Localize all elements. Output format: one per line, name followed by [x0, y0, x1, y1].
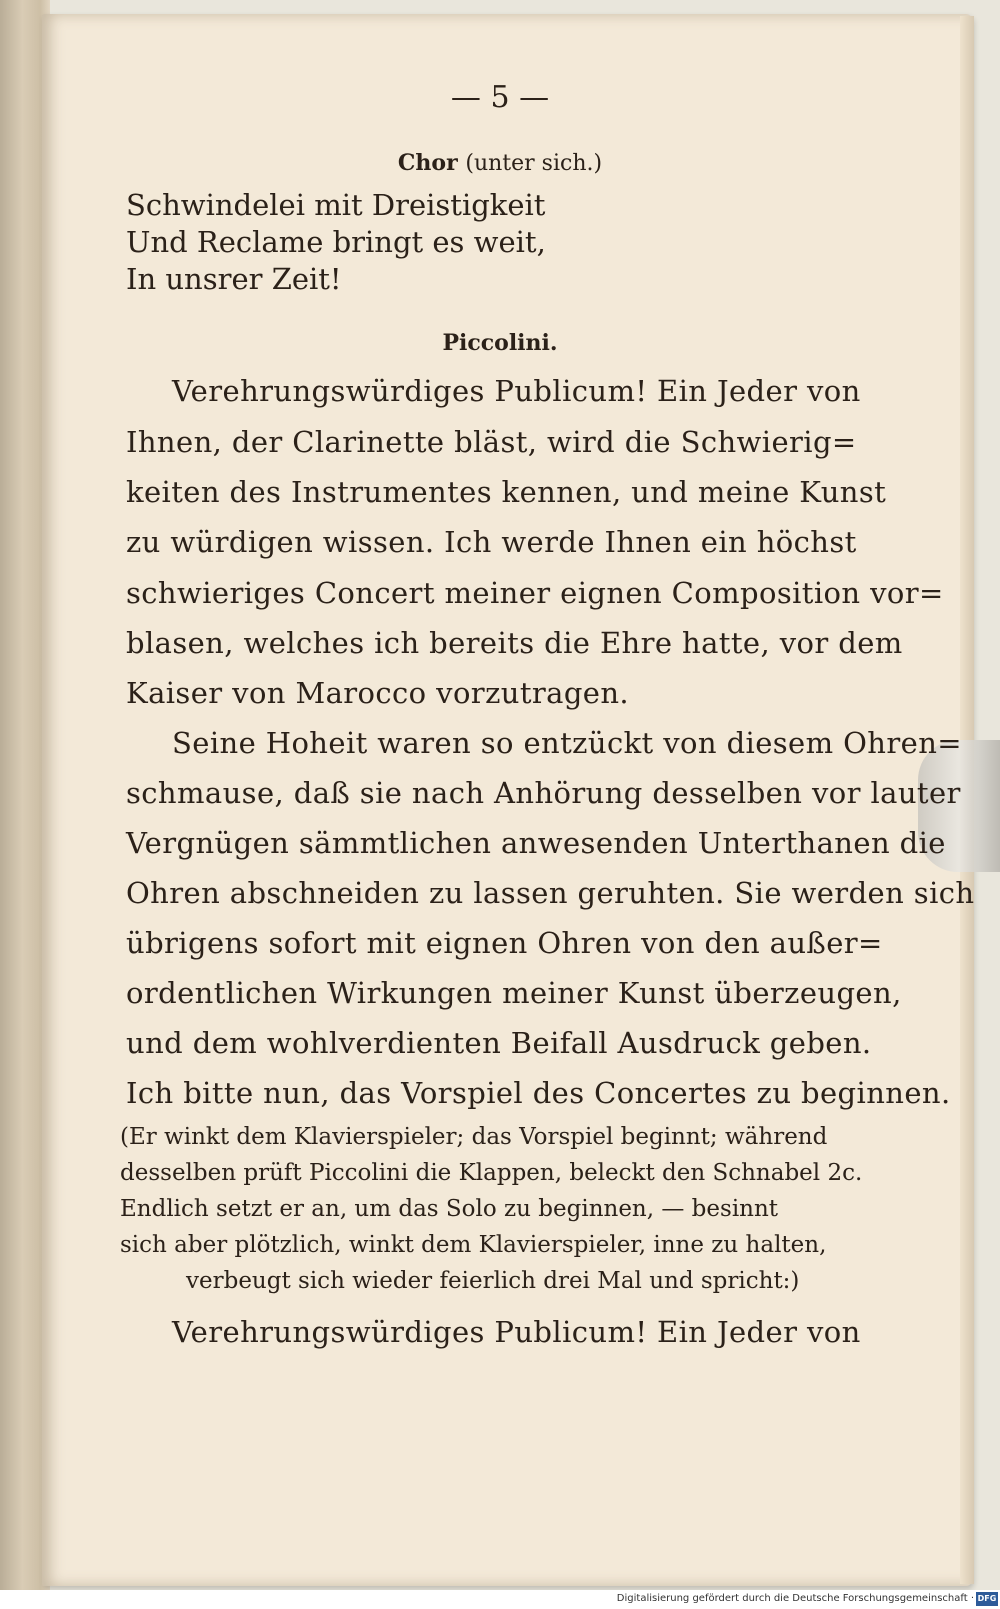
speaker-name: Chor [397, 150, 458, 176]
text-line: Kaiser von Marocco vorzutragen. [126, 676, 630, 710]
text-line: Ohren abschneiden zu lassen geruhten. Sie werden sich [126, 876, 975, 910]
text-line: zu würdigen wissen. Ich werde Ihnen ein höchst [126, 525, 857, 559]
dfg-logo: DFG [976, 1592, 998, 1606]
text-line: übrigens sofort mit eignen Ohren von den außer= [126, 926, 883, 960]
stage-direction-line: sich aber plötzlich, winkt dem Klavierspieler, inne zu halten, [120, 1232, 827, 1258]
text-line: und dem wohlverdienten Beifall Ausdruck geben. [126, 1026, 872, 1060]
text-line: schmause, daß sie nach Anhörung desselben vor lauter [126, 776, 961, 810]
speaker-heading-chor [0, 150, 1000, 176]
text-line: Seine Hoheit waren so entzückt von diesem Ohren= [172, 726, 962, 760]
text-line: Verehrungswürdiges Publicum! Ein Jeder von [172, 374, 861, 408]
text-line: keiten des Instrumentes kennen, und meine Kunst [126, 475, 887, 509]
text-line: Ihnen, der Clarinette bläst, wird die Schwierig= [126, 425, 857, 459]
speaker-direction: (unter sich.) [465, 151, 603, 176]
text-line: Vergnügen sämmtlichen anwesenden Unterthanen die [126, 826, 946, 860]
credit-text: Digitalisierung gefördert durch die Deutsche Forschungsgemeinschaft · [616, 1593, 974, 1604]
page-number: — 5 — [450, 80, 550, 115]
text-line: Ich bitte nun, das Vorspiel des Concertes zu beginnen. [126, 1076, 951, 1110]
stage-direction-line: verbeugt sich wieder feierlich drei Mal und spricht:) [186, 1268, 800, 1294]
stage-direction-line: desselben prüft Piccolini die Klappen, beleckt den Schnabel 2c. [120, 1160, 863, 1186]
stage-direction-line: (Er winkt dem Klavierspieler; das Vorspiel beginnt; während [120, 1124, 828, 1150]
verse-line: Schwindelei mit Dreistigkeit [126, 188, 546, 222]
text-line: Verehrungswürdiges Publicum! Ein Jeder von [172, 1315, 861, 1349]
verse-line: Und Reclame bringt es weit, [126, 225, 546, 259]
text-line: schwieriges Concert meiner eignen Composition vor= [126, 576, 944, 610]
text-line: blasen, welches ich bereits die Ehre hatte, vor dem [126, 626, 903, 660]
verse-line: In unsrer Zeit! [126, 262, 342, 296]
speaker-heading-piccolini: Piccolini. [442, 330, 558, 356]
digitization-credit-bar [0, 1590, 1000, 1609]
stage-direction-line: Endlich setzt er an, um das Solo zu beginnen, — besinnt [120, 1196, 779, 1222]
text-line: ordentlichen Wirkungen meiner Kunst überzeugen, [126, 976, 902, 1010]
